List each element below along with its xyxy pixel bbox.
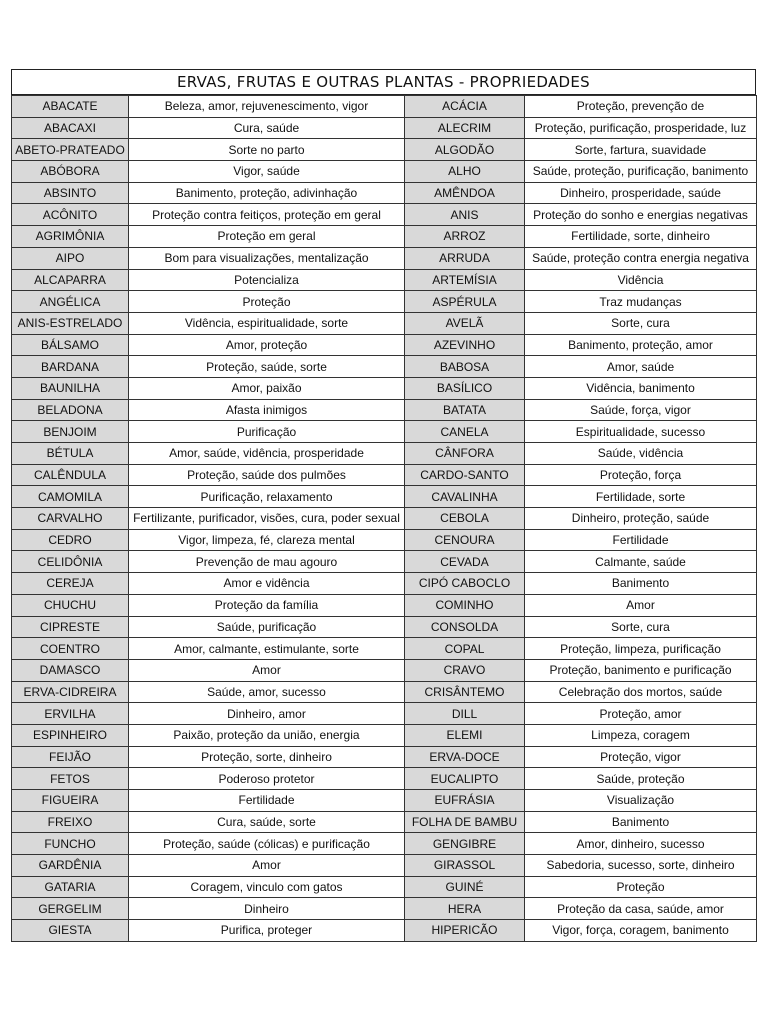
plant-properties-right: Proteção, amor <box>525 703 757 725</box>
table-row <box>12 226 757 248</box>
table-row <box>12 724 757 746</box>
table-row <box>12 356 757 378</box>
plant-properties-left: Proteção da família <box>129 594 405 616</box>
plant-name-left: AGRIMÔNIA <box>12 226 129 248</box>
plant-properties-left: Vidência, espiritualidade, sorte <box>129 312 405 334</box>
plant-name-left: BARDANA <box>12 356 129 378</box>
plant-properties-right: Proteção <box>525 876 757 898</box>
plant-name-left: ERVILHA <box>12 703 129 725</box>
table-row <box>12 508 757 530</box>
plant-name-left: ABACAXI <box>12 117 129 139</box>
table-row <box>12 312 757 334</box>
plant-properties-left: Amor, calmante, estimulante, sorte <box>129 638 405 660</box>
plant-properties-left: Poderoso protetor <box>129 768 405 790</box>
plant-properties-left: Vigor, limpeza, fé, clareza mental <box>129 529 405 551</box>
plant-name-right: ACÁCIA <box>405 96 525 118</box>
plant-properties-right: Celebração dos mortos, saúde <box>525 681 757 703</box>
plant-properties-left: Vigor, saúde <box>129 161 405 183</box>
plant-name-left: ACÔNITO <box>12 204 129 226</box>
table-row <box>12 291 757 313</box>
properties-sheet <box>11 69 756 942</box>
plant-name-left: CELIDÔNIA <box>12 551 129 573</box>
plant-name-right: CÂNFORA <box>405 443 525 465</box>
plant-properties-left: Purificação <box>129 421 405 443</box>
plant-name-right: ARRUDA <box>405 247 525 269</box>
plant-properties-left: Dinheiro, amor <box>129 703 405 725</box>
table-row <box>12 920 757 942</box>
plant-properties-left: Fertilizante, purificador, visões, cura, poder sexual <box>129 508 405 530</box>
table-row <box>12 898 757 920</box>
plant-properties-right: Proteção, banimento e purificação <box>525 659 757 681</box>
plant-name-right: COPAL <box>405 638 525 660</box>
plant-properties-right: Amor <box>525 594 757 616</box>
plant-name-left: ALCAPARRA <box>12 269 129 291</box>
plant-name-left: BÉTULA <box>12 443 129 465</box>
plant-properties-left: Paixão, proteção da união, energia <box>129 724 405 746</box>
plant-properties-right: Proteção da casa, saúde, amor <box>525 898 757 920</box>
plant-name-left: ABETO-PRATEADO <box>12 139 129 161</box>
plant-properties-left: Banimento, proteção, adivinhação <box>129 182 405 204</box>
plant-name-right: DILL <box>405 703 525 725</box>
plant-properties-right: Saúde, proteção contra energia negativa <box>525 247 757 269</box>
plant-properties-right: Calmante, saúde <box>525 551 757 573</box>
plant-properties-left: Proteção <box>129 291 405 313</box>
plant-name-right: ALECRIM <box>405 117 525 139</box>
plant-name-right: BATATA <box>405 399 525 421</box>
plant-name-left: CIPRESTE <box>12 616 129 638</box>
table-row <box>12 486 757 508</box>
plant-name-left: ESPINHEIRO <box>12 724 129 746</box>
table-row <box>12 594 757 616</box>
table-row <box>12 247 757 269</box>
plant-properties-left: Proteção contra feitiços, proteção em geral <box>129 204 405 226</box>
table-row <box>12 139 757 161</box>
plant-name-right: EUFRÁSIA <box>405 790 525 812</box>
plant-properties-left: Dinheiro <box>129 898 405 920</box>
plant-name-right: BABOSA <box>405 356 525 378</box>
plant-properties-right: Dinheiro, proteção, saúde <box>525 508 757 530</box>
plant-name-right: GIRASSOL <box>405 855 525 877</box>
plant-name-right: CENOURA <box>405 529 525 551</box>
plant-properties-right: Espiritualidade, sucesso <box>525 421 757 443</box>
plant-properties-right: Visualização <box>525 790 757 812</box>
table-row <box>12 96 757 118</box>
plant-properties-left: Amor e vidência <box>129 573 405 595</box>
plant-properties-right: Amor, dinheiro, sucesso <box>525 833 757 855</box>
plant-name-left: COENTRO <box>12 638 129 660</box>
table-row <box>12 855 757 877</box>
plant-name-left: BÁLSAMO <box>12 334 129 356</box>
plant-name-right: ASPÉRULA <box>405 291 525 313</box>
plant-name-right: ANIS <box>405 204 525 226</box>
table-row <box>12 399 757 421</box>
plant-properties-left: Cura, saúde, sorte <box>129 811 405 833</box>
plant-properties-left: Amor <box>129 659 405 681</box>
plant-properties-right: Proteção do sonho e energias negativas <box>525 204 757 226</box>
plant-name-right: CANELA <box>405 421 525 443</box>
properties-table <box>11 95 757 942</box>
table-row <box>12 876 757 898</box>
plant-name-left: CARVALHO <box>12 508 129 530</box>
plant-name-right: CRISÂNTEMO <box>405 681 525 703</box>
plant-properties-left: Cura, saúde <box>129 117 405 139</box>
plant-name-left: ANIS-ESTRELADO <box>12 312 129 334</box>
table-row <box>12 464 757 486</box>
table-row <box>12 833 757 855</box>
plant-properties-left: Saúde, purificação <box>129 616 405 638</box>
plant-name-left: BELADONA <box>12 399 129 421</box>
plant-properties-left: Proteção, saúde dos pulmões <box>129 464 405 486</box>
table-row <box>12 443 757 465</box>
plant-name-right: AMÊNDOA <box>405 182 525 204</box>
plant-name-left: GARDÊNIA <box>12 855 129 877</box>
plant-name-left: FEIJÃO <box>12 746 129 768</box>
plant-name-right: AZEVINHO <box>405 334 525 356</box>
plant-properties-left: Proteção, saúde, sorte <box>129 356 405 378</box>
plant-name-left: DAMASCO <box>12 659 129 681</box>
plant-properties-left: Amor, saúde, vidência, prosperidade <box>129 443 405 465</box>
plant-properties-right: Traz mudanças <box>525 291 757 313</box>
plant-name-left: AIPO <box>12 247 129 269</box>
plant-name-right: ARTEMÍSIA <box>405 269 525 291</box>
plant-properties-right: Banimento <box>525 573 757 595</box>
plant-name-right: CARDO-SANTO <box>405 464 525 486</box>
plant-name-left: BAUNILHA <box>12 377 129 399</box>
plant-properties-right: Banimento <box>525 811 757 833</box>
table-row <box>12 746 757 768</box>
plant-properties-right: Vigor, força, coragem, banimento <box>525 920 757 942</box>
plant-name-right: GUINÉ <box>405 876 525 898</box>
plant-name-right: EUCALIPTO <box>405 768 525 790</box>
table-row <box>12 551 757 573</box>
plant-properties-left: Potencializa <box>129 269 405 291</box>
plant-name-right: AVELÃ <box>405 312 525 334</box>
plant-properties-right: Fertilidade <box>525 529 757 551</box>
plant-properties-left: Purifica, proteger <box>129 920 405 942</box>
plant-properties-right: Limpeza, coragem <box>525 724 757 746</box>
table-row <box>12 269 757 291</box>
plant-name-right: FOLHA DE BAMBU <box>405 811 525 833</box>
plant-name-left: CEDRO <box>12 529 129 551</box>
plant-properties-left: Amor, proteção <box>129 334 405 356</box>
plant-properties-right: Sorte, cura <box>525 616 757 638</box>
table-row <box>12 204 757 226</box>
table-row <box>12 529 757 551</box>
plant-properties-left: Proteção, saúde (cólicas) e purificação <box>129 833 405 855</box>
table-row <box>12 659 757 681</box>
plant-properties-right: Proteção, força <box>525 464 757 486</box>
table-row <box>12 616 757 638</box>
plant-name-left: CALÊNDULA <box>12 464 129 486</box>
table-row <box>12 117 757 139</box>
table-row <box>12 573 757 595</box>
plant-properties-right: Sorte, fartura, suavidade <box>525 139 757 161</box>
table-row <box>12 334 757 356</box>
plant-name-right: ARROZ <box>405 226 525 248</box>
plant-properties-right: Sabedoria, sucesso, sorte, dinheiro <box>525 855 757 877</box>
plant-properties-left: Beleza, amor, rejuvenescimento, vigor <box>129 96 405 118</box>
plant-properties-right: Saúde, proteção <box>525 768 757 790</box>
plant-properties-left: Amor <box>129 855 405 877</box>
plant-properties-right: Saúde, força, vigor <box>525 399 757 421</box>
plant-name-left: GERGELIM <box>12 898 129 920</box>
table-row <box>12 182 757 204</box>
plant-name-left: FIGUEIRA <box>12 790 129 812</box>
plant-name-left: GATARIA <box>12 876 129 898</box>
table-row <box>12 638 757 660</box>
plant-properties-right: Saúde, vidência <box>525 443 757 465</box>
plant-name-right: ERVA-DOCE <box>405 746 525 768</box>
document-title: ERVAS, FRUTAS E OUTRAS PLANTAS - PROPRIEDADES <box>11 69 756 95</box>
plant-properties-left: Bom para visualizações, mentalização <box>129 247 405 269</box>
plant-properties-left: Prevenção de mau agouro <box>129 551 405 573</box>
plant-properties-left: Afasta inimigos <box>129 399 405 421</box>
plant-name-left: CEREJA <box>12 573 129 595</box>
plant-name-right: ALHO <box>405 161 525 183</box>
plant-name-left: ERVA-CIDREIRA <box>12 681 129 703</box>
plant-name-left: CAMOMILA <box>12 486 129 508</box>
plant-properties-right: Proteção, vigor <box>525 746 757 768</box>
plant-name-left: ANGÉLICA <box>12 291 129 313</box>
plant-properties-right: Fertilidade, sorte <box>525 486 757 508</box>
plant-name-right: CAVALINHA <box>405 486 525 508</box>
plant-name-right: CIPÓ CABOCLO <box>405 573 525 595</box>
plant-name-left: FETOS <box>12 768 129 790</box>
plant-properties-left: Purificação, relaxamento <box>129 486 405 508</box>
plant-name-left: ABÓBORA <box>12 161 129 183</box>
plant-properties-right: Sorte, cura <box>525 312 757 334</box>
plant-properties-right: Dinheiro, prosperidade, saúde <box>525 182 757 204</box>
plant-name-left: BENJOIM <box>12 421 129 443</box>
plant-name-left: GIESTA <box>12 920 129 942</box>
plant-name-right: HIPERICÃO <box>405 920 525 942</box>
plant-name-right: ELEMI <box>405 724 525 746</box>
plant-name-left: FREIXO <box>12 811 129 833</box>
plant-name-right: COMINHO <box>405 594 525 616</box>
plant-properties-right: Fertilidade, sorte, dinheiro <box>525 226 757 248</box>
plant-name-right: CEBOLA <box>405 508 525 530</box>
plant-properties-right: Saúde, proteção, purificação, banimento <box>525 161 757 183</box>
plant-properties-right: Amor, saúde <box>525 356 757 378</box>
plant-name-right: HERA <box>405 898 525 920</box>
plant-name-right: GENGIBRE <box>405 833 525 855</box>
plant-properties-right: Vidência, banimento <box>525 377 757 399</box>
table-row <box>12 703 757 725</box>
table-row <box>12 377 757 399</box>
table-row <box>12 811 757 833</box>
plant-name-right: CEVADA <box>405 551 525 573</box>
table-row <box>12 421 757 443</box>
properties-table-body <box>12 96 757 942</box>
plant-name-right: ALGODÃO <box>405 139 525 161</box>
plant-name-right: CONSOLDA <box>405 616 525 638</box>
plant-properties-left: Fertilidade <box>129 790 405 812</box>
plant-properties-right: Banimento, proteção, amor <box>525 334 757 356</box>
plant-properties-left: Saúde, amor, sucesso <box>129 681 405 703</box>
plant-properties-right: Vidência <box>525 269 757 291</box>
plant-name-left: ABSINTO <box>12 182 129 204</box>
plant-properties-right: Proteção, purificação, prosperidade, luz <box>525 117 757 139</box>
table-row <box>12 681 757 703</box>
plant-properties-left: Amor, paixão <box>129 377 405 399</box>
plant-name-left: CHUCHU <box>12 594 129 616</box>
plant-name-right: CRAVO <box>405 659 525 681</box>
plant-properties-left: Coragem, vinculo com gatos <box>129 876 405 898</box>
plant-name-left: FUNCHO <box>12 833 129 855</box>
table-row <box>12 161 757 183</box>
table-row <box>12 768 757 790</box>
plant-properties-left: Proteção, sorte, dinheiro <box>129 746 405 768</box>
plant-properties-left: Proteção em geral <box>129 226 405 248</box>
plant-properties-right: Proteção, limpeza, purificação <box>525 638 757 660</box>
plant-name-right: BASÍLICO <box>405 377 525 399</box>
plant-properties-right: Proteção, prevenção de <box>525 96 757 118</box>
table-row <box>12 790 757 812</box>
plant-name-left: ABACATE <box>12 96 129 118</box>
plant-properties-left: Sorte no parto <box>129 139 405 161</box>
